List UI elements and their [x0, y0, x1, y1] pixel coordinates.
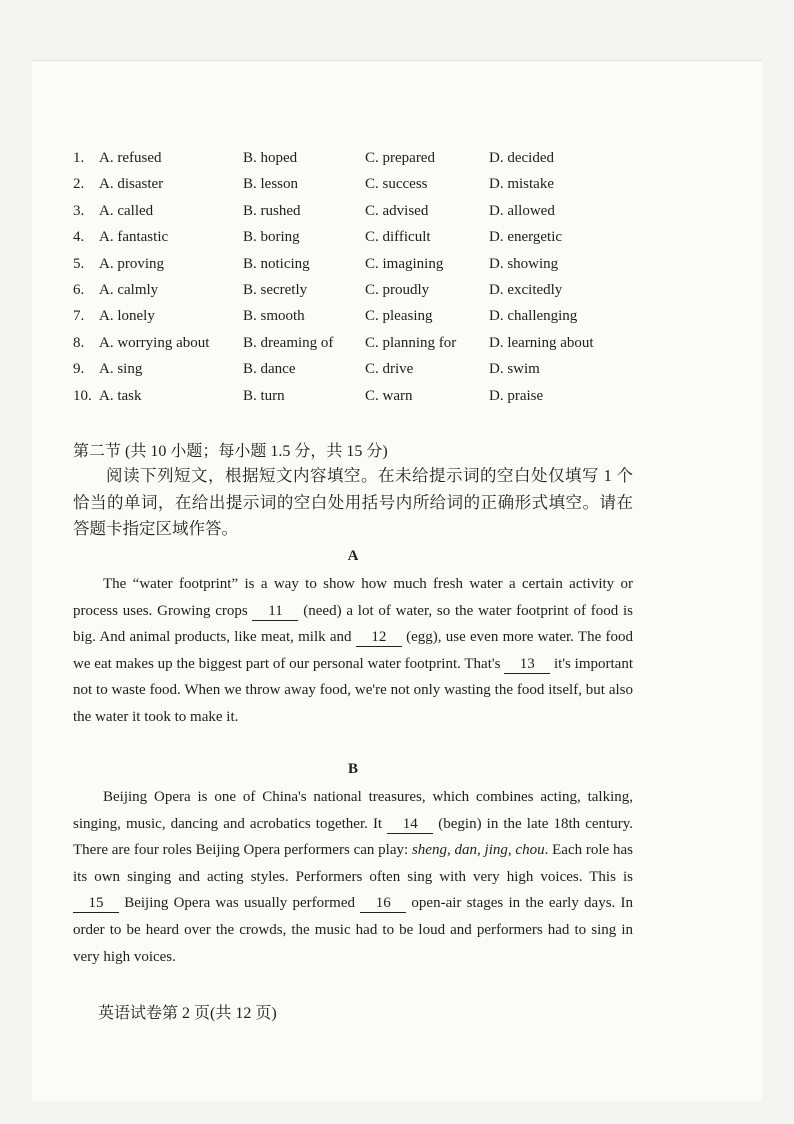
passage-text: Beijing Opera is one of China's national treasures, which combines acting, talking, singing, music, dancing and acrobatics together. It	[73, 789, 633, 832]
option-a: A. worrying about	[99, 334, 210, 351]
blank-13: 13	[504, 656, 550, 674]
option-c: C. success	[365, 176, 428, 193]
passage-b-title: B	[347, 761, 358, 777]
question-number: 9.	[73, 361, 85, 378]
option-a: A. fantastic	[99, 229, 169, 246]
option-c: C. drive	[365, 361, 414, 378]
option-row	[73, 282, 633, 308]
option-d: D. swim	[489, 361, 540, 378]
passage-text: The “water footprint” is a way to show how much fresh water a certain activity or process uses. Growing crops	[73, 576, 633, 619]
option-a: A. refused	[99, 150, 162, 166]
option-row	[73, 150, 633, 176]
option-row	[73, 361, 633, 387]
option-c: C. prepared	[365, 150, 435, 166]
question-number: 1.	[73, 150, 85, 166]
option-b: B. noticing	[243, 255, 310, 272]
passage-text: it's important not to waste food. When we throw away food, we're not only wasting the food itself, but also the water it took to make it.	[73, 655, 634, 725]
blank-14: 14	[387, 816, 433, 834]
option-row	[73, 176, 633, 202]
blank-11: 11	[252, 603, 298, 621]
option-d: D. showing	[489, 255, 559, 272]
question-number: 3.	[73, 202, 85, 219]
option-d: D. decided	[489, 150, 554, 166]
option-d: D. excitedly	[489, 281, 563, 298]
option-b: B. turn	[243, 387, 285, 404]
blank-12: 12	[356, 629, 402, 647]
question-number: 6.	[73, 281, 85, 298]
passage-text: (egg), use even more water. The food we eat makes up the biggest part of our personal water footprint. That's	[73, 629, 633, 672]
option-a: A. disaster	[99, 176, 164, 193]
option-b: B. rushed	[243, 202, 301, 219]
option-d: D. mistake	[489, 176, 554, 193]
option-row	[73, 256, 633, 282]
option-c: C. proudly	[365, 281, 430, 298]
blank-16: 16	[360, 895, 406, 913]
blank-15: 15	[73, 895, 119, 913]
option-c: C. imagining	[365, 255, 444, 272]
option-row	[73, 388, 633, 414]
option-a: A. called	[99, 202, 154, 219]
passage-text: . Each role has its own singing and acting styles. Performers often sing with very high voices. This is	[73, 842, 633, 885]
section-heading: 第二节 (共 10 小题；每小题 1.5 分，共 15 分)	[73, 443, 388, 460]
option-c: C. warn	[365, 387, 413, 404]
instructions-text: 阅读下列短文，根据短文内容填空。在未给提示词的空白处仅填写 1 个恰当的单词，在给出提示词的空白处用括号内所给词的正确形式填空。请在答题卡指定区域作答。	[73, 466, 633, 538]
option-c: C. planning for	[365, 334, 457, 351]
option-row	[73, 203, 633, 229]
option-a: A. sing	[99, 361, 143, 378]
option-row	[73, 335, 633, 361]
question-number: 5.	[73, 255, 85, 272]
passage-b-paragraph	[73, 784, 633, 970]
option-a: A. lonely	[99, 308, 155, 325]
section-instructions	[73, 463, 633, 543]
option-b: B. secretly	[243, 281, 308, 298]
option-c: C. advised	[365, 202, 429, 219]
option-row	[73, 229, 633, 255]
option-d: D. praise	[489, 387, 544, 404]
option-a: A. task	[99, 387, 142, 404]
option-b: B. hoped	[243, 150, 298, 166]
option-b: B. dreaming of	[243, 334, 334, 351]
question-number: 10.	[73, 387, 92, 404]
passage-text: (need) a lot of water, so the water footprint of food is big. And animal products, like meat, milk and	[73, 602, 633, 646]
question-number: 4.	[73, 229, 85, 246]
option-row	[73, 308, 633, 334]
option-b: B. lesson	[243, 176, 299, 193]
passage-a-title: A	[347, 548, 359, 564]
passage-text: (begin) in the late 18th century. There are four roles Beijing Opera performers can play:	[73, 815, 634, 859]
option-d: D. challenging	[489, 308, 578, 325]
opera-roles: sheng, dan, jing, chou	[411, 842, 545, 859]
passage-a	[73, 571, 633, 731]
option-a: A. proving	[99, 255, 164, 272]
option-c: C. difficult	[365, 229, 431, 246]
multiple-choice-options	[73, 150, 633, 414]
passage-a-paragraph	[73, 571, 633, 731]
option-b: B. smooth	[243, 308, 305, 325]
page-footer: 英语试卷第 2 页(共 12 页)	[98, 1005, 277, 1022]
question-number: 8.	[73, 334, 85, 351]
option-c: C. pleasing	[365, 308, 433, 325]
question-number: 2.	[73, 176, 85, 193]
option-d: D. learning about	[489, 334, 594, 351]
passage-text: Beijing Opera was usually performed	[119, 895, 361, 912]
option-d: D. energetic	[489, 229, 563, 246]
option-d: D. allowed	[489, 202, 555, 219]
passage-text: open-air stages in the early days. In order to be heard over the crowds, the music had to be loud and performers had to sing in very high voices.	[73, 895, 634, 965]
passage-b	[73, 784, 633, 970]
question-number: 7.	[73, 308, 85, 325]
option-a: A. calmly	[99, 281, 159, 298]
option-b: B. dance	[243, 361, 296, 378]
option-b: B. boring	[243, 229, 300, 246]
